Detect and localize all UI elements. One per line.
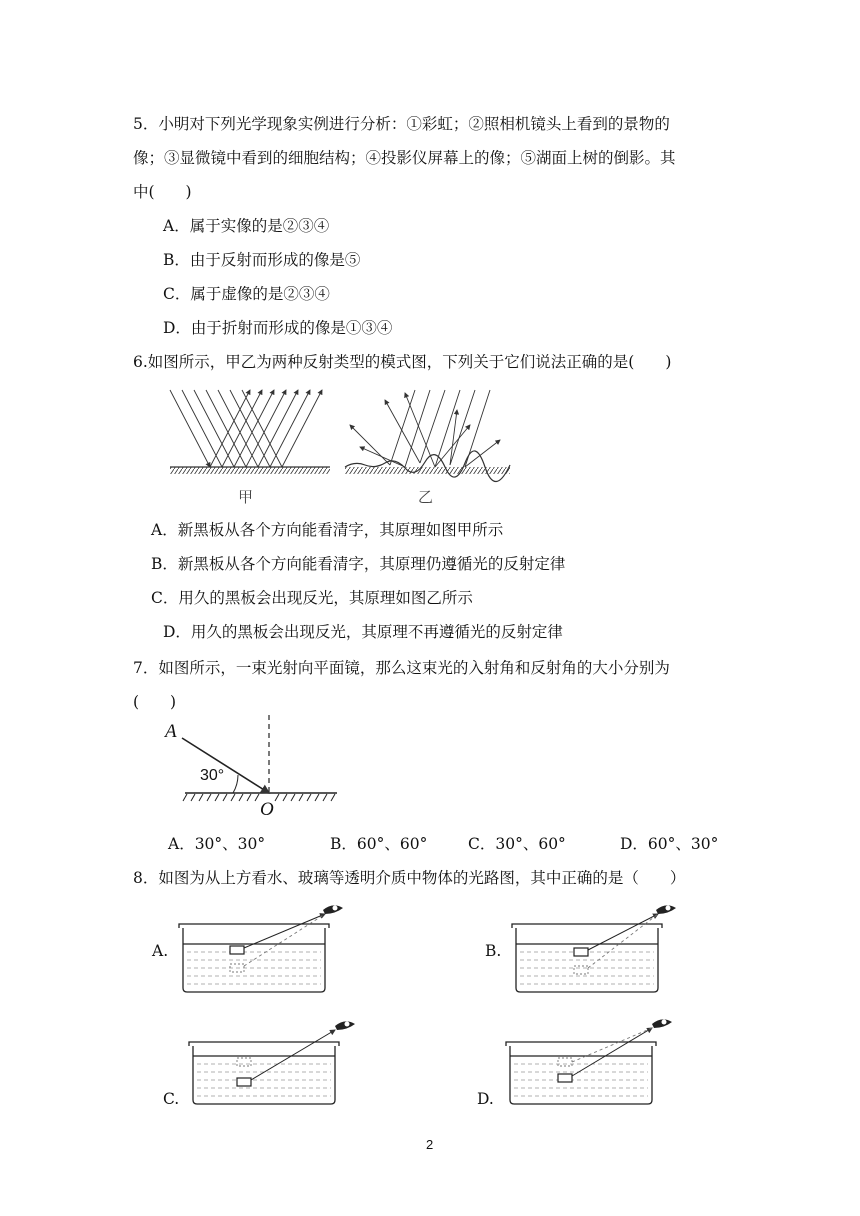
q6-stem: 6.如图所示，甲乙为两种反射类型的模式图，下列关于它们说法正确的是( ) xyxy=(133,353,672,371)
q5-option-d: D．由于折射而形成的像是①③④ xyxy=(163,319,393,337)
angle-label: 30° xyxy=(200,767,225,784)
tank-figure-c xyxy=(185,1018,365,1113)
q8-label-b: B. xyxy=(485,942,502,960)
q5-option-a: A．属于实像的是②③④ xyxy=(163,217,330,235)
q5-option-b: B．由于反射而形成的像是⑤ xyxy=(163,251,361,269)
figure-label-yi: 乙 xyxy=(418,488,434,506)
point-o-label: O xyxy=(260,799,274,820)
q7-option-c: C．30°、60° xyxy=(468,835,566,853)
tank-figure-d xyxy=(502,1018,682,1113)
q6-option-c: C．用久的黑板会出现反光，其原理如图乙所示 xyxy=(151,589,473,607)
q7-option-b: B．60°、60° xyxy=(330,835,428,853)
tank-figure-b xyxy=(508,900,688,995)
diffuse-reflection-figure xyxy=(345,385,510,480)
q5-line-1: 5．小明对下列光学现象实例进行分析：①彩虹；②照相机镜头上看到的景物的 xyxy=(133,115,670,133)
q8-stem: 8．如图为从上方看水、玻璃等透明介质中物体的光路图，其中正确的是（ ） xyxy=(133,869,686,887)
q7-line-1: 7．如图所示，一束光射向平面镜，那么这束光的入射角和反射角的大小分别为 xyxy=(133,659,670,677)
q5-line-2: 像；③显微镜中看到的细胞结构；④投影仪屏幕上的像；⑤湖面上树的倒影。其 xyxy=(133,149,676,167)
q6-option-a: A．新黑板从各个方向能看清字，其原理如图甲所示 xyxy=(151,521,504,539)
q6-option-b: B．新黑板从各个方向能看清字，其原理仍遵循光的反射定律 xyxy=(151,555,566,573)
q7-option-a: A．30°、30° xyxy=(168,835,266,853)
q7-option-d: D．60°、30° xyxy=(620,835,719,853)
q5-line-3: 中( ) xyxy=(133,183,192,201)
q5-option-c: C．属于虚像的是②③④ xyxy=(163,285,330,303)
figure-label-jia: 甲 xyxy=(238,488,254,506)
q8-label-d: D. xyxy=(477,1090,494,1108)
q6-option-d: D．用久的黑板会出现反光，其原理不再遵循光的反射定律 xyxy=(163,623,563,641)
tank-figure-a xyxy=(175,900,355,995)
point-a-label: A xyxy=(165,721,177,742)
q8-label-a: A. xyxy=(152,942,169,960)
q7-line-2: ( ) xyxy=(133,693,177,711)
page-number: 2 xyxy=(426,1137,434,1152)
q8-label-c: C. xyxy=(163,1090,180,1108)
specular-reflection-figure xyxy=(170,385,330,480)
